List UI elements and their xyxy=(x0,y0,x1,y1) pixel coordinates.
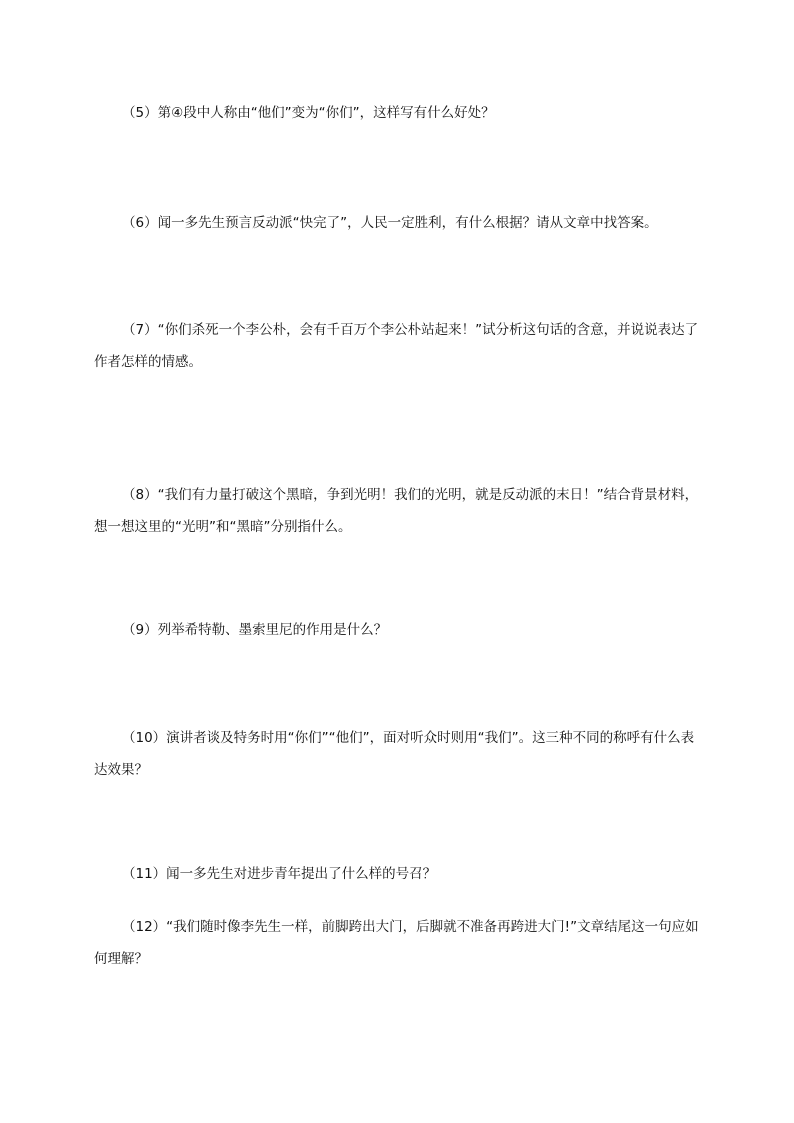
question-11: （11）闻一多先生对进步青年提出了什么样的号召？ xyxy=(122,866,437,882)
question-9: （9）列举希特勒、墨索里尼的作用是什么？ xyxy=(122,622,388,638)
question-6: （6）闻一多先生预言反动派“快完了”，人民一定胜利，有什么根据？请从文章中找答案。 xyxy=(122,215,658,231)
question-10: （10）演讲者谈及特务时用“你们”“他们”，面对听众时则用“我们”。这三种不同的称呼有什么表达效果？ xyxy=(94,730,695,778)
question-7: （7）“你们杀死一个李公朴，会有千百万个李公朴站起来！”试分析这句话的含意，并说说表达了作者怎样的情感。 xyxy=(94,322,699,370)
question-5: （5）第④段中人称由“他们”变为“你们”，这样写有什么好处？ xyxy=(122,105,495,121)
question-12: （12）“我们随时像李先生一样，前脚跨出大门，后脚就不准备再跨进大门!”文章结尾这一句应如何理解？ xyxy=(94,919,699,967)
question-8: （8）“我们有力量打破这个黑暗，争到光明！我们的光明，就是反动派的末日！”结合背景材料，想一想这里的“光明”和“黑暗”分别指什么。 xyxy=(94,487,699,535)
